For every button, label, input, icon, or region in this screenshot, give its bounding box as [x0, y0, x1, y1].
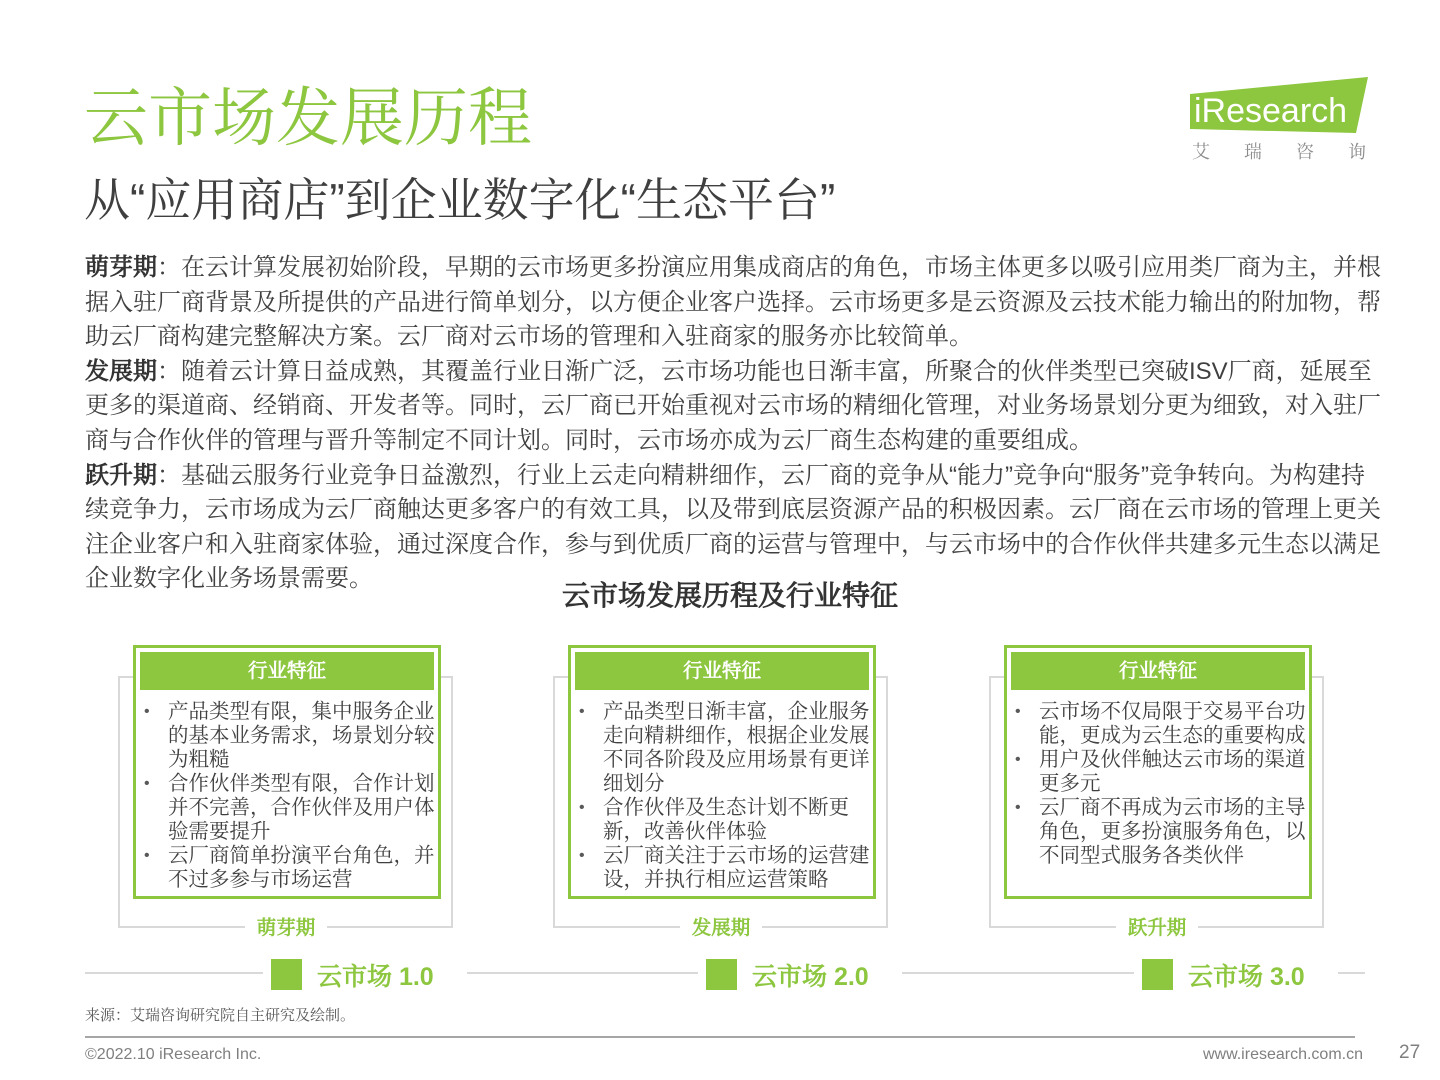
paragraph-text: ：在云计算发展初始阶段，早期的云市场更多扮演应用集成商店的角色，市场主体更多以吸引应用类厂商为主，并根据入驻厂商背景及所提供的产品进行简单划分，以方便企业客户选择。云市场更多是云资源及云技术能力输出的附加物，帮助云厂商构建完整解决方案。云厂商对云市场的管理和入驻商家的服务亦比较简单。 — [85, 254, 1381, 351]
feature-text: 合作伙伴类型有限，合作计划并不完善，合作伙伴及用户体验需要提升 — [168, 772, 435, 843]
bullet-icon — [144, 844, 150, 868]
bullet-icon — [144, 772, 150, 796]
milestone-cloud-market-1 — [263, 957, 467, 991]
bullet-icon — [579, 700, 585, 724]
phase-label-wrapper — [118, 916, 454, 942]
logo-wordmark: iResearch — [1194, 92, 1348, 130]
diagram-title: 云市场发展历程及行业特征 — [562, 580, 899, 611]
source-note: 来源：艾瑞咨询研究院自主研究及绘制。 — [85, 1007, 356, 1024]
phase-label-wrapper — [989, 916, 1325, 942]
bullet-icon — [579, 844, 585, 868]
milestone-cloud-market-2 — [698, 957, 902, 991]
feature-item — [1039, 748, 1309, 796]
feature-item — [168, 700, 438, 772]
feature-list — [136, 700, 438, 892]
feature-card — [1004, 645, 1312, 899]
milestone-label: 云市场 3.0 — [1188, 963, 1305, 991]
stage-panel-leap — [989, 645, 1325, 945]
iresearch-logo — [1186, 70, 1372, 140]
feature-item — [603, 796, 873, 844]
phase-label: 萌芽期 — [245, 916, 328, 940]
phase-label: 发展期 — [680, 916, 763, 940]
feature-card-header: 行业特征 — [1011, 652, 1305, 690]
milestone-marker-icon — [271, 959, 302, 990]
body-text — [85, 251, 1385, 597]
paragraph-label: 萌芽期 — [85, 254, 157, 281]
logo-chinese-name: 艾瑞咨询 — [1192, 142, 1400, 162]
bullet-icon — [579, 796, 585, 820]
feature-text: 用户及伙伴触达云市场的渠道更多元 — [1039, 748, 1306, 795]
feature-item — [168, 772, 438, 844]
phase-paragraph — [85, 355, 1385, 459]
stage-panel-sprouting — [118, 645, 454, 945]
paragraph-text: ：随着云计算日益成熟，其覆盖行业日渐广泛，云市场功能也日渐丰富，所聚合的伙伴类型已突破ISV厂商，延展至更多的渠道商、经销商、开发者等。同时，云厂商已开始重视对云市场的精细化管理，对业务场景划分更为细致，对入驻厂商与合作伙伴的管理与晋升等制定不同计划。同时，云市场亦成为云厂商生态构建的重要组成。 — [85, 357, 1381, 454]
bullet-icon — [144, 700, 150, 724]
feature-item — [603, 844, 873, 892]
bullet-icon — [1015, 796, 1021, 820]
bullet-icon — [1015, 748, 1021, 772]
milestone-label: 云市场 1.0 — [317, 963, 434, 991]
feature-text: 合作伙伴及生态计划不断更新，改善伙伴体验 — [603, 796, 849, 843]
feature-text: 云市场不仅局限于交易平台功能，更成为云生态的重要构成 — [1039, 700, 1306, 747]
slide-subtitle: 从“应用商店”到企业数字化“生态平台” — [84, 174, 836, 226]
feature-card — [133, 645, 441, 899]
feature-card-header: 行业特征 — [575, 652, 869, 690]
phase-label-wrapper — [553, 916, 889, 942]
feature-item — [603, 700, 873, 796]
paragraph-label: 发展期 — [85, 357, 157, 385]
feature-text: 云厂商关注于云市场的运营建设，并执行相应运营策略 — [603, 844, 870, 891]
feature-item — [1039, 700, 1309, 748]
website-url: www.iresearch.com.cn — [1202, 1046, 1363, 1063]
feature-list — [571, 700, 873, 892]
feature-item — [168, 844, 438, 892]
feature-text: 产品类型日渐丰富，企业服务走向精耕细作，根据企业发展不同各阶段及应用场景有更详细划分 — [603, 700, 870, 795]
milestone-marker-icon — [1142, 959, 1173, 990]
phase-paragraph — [85, 251, 1385, 355]
phase-label: 跃升期 — [1116, 916, 1199, 940]
stage-panel-development — [553, 645, 889, 945]
footer-divider — [85, 1036, 1355, 1038]
page-number: 27 — [1399, 1042, 1421, 1063]
feature-item — [1039, 796, 1309, 868]
slide-title: 云市场发展历程 — [84, 82, 532, 154]
feature-text: 云厂商简单扮演平台角色，并不过多参与市场运营 — [168, 844, 435, 891]
feature-text: 产品类型有限，集中服务企业的基本业务需求，场景划分较为粗糙 — [168, 700, 435, 771]
feature-list — [1007, 700, 1309, 868]
copyright: ©2022.10 iResearch Inc. — [85, 1046, 262, 1063]
feature-text: 云厂商不再成为云市场的主导角色，更多扮演服务角色，以不同型式服务各类伙伴 — [1039, 796, 1306, 867]
milestone-cloud-market-3 — [1134, 957, 1338, 991]
milestone-marker-icon — [706, 959, 737, 990]
feature-card — [568, 645, 876, 899]
phase-paragraph — [85, 459, 1385, 597]
bullet-icon — [1015, 700, 1021, 724]
milestone-label: 云市场 2.0 — [752, 963, 869, 991]
paragraph-text: ：基础云服务行业竞争日益激烈，行业上云走向精耕细作，云厂商的竞争从“能力”竞争向“服务”竞争转向。为构建持续竞争力，云市场成为云厂商触达更多客户的有效工具，以及带到底层资源产品的积极因素。云厂商在云市场的管理上更关注企业客户和入驻商家体验，通过深度合作，参与到优质厂商的运营与管理中，与云市场中的合作伙伴共建多元生态以满足企业数字化业务场景需要。 — [85, 461, 1381, 593]
feature-card-header: 行业特征 — [140, 652, 434, 690]
paragraph-label: 跃升期 — [85, 461, 157, 489]
